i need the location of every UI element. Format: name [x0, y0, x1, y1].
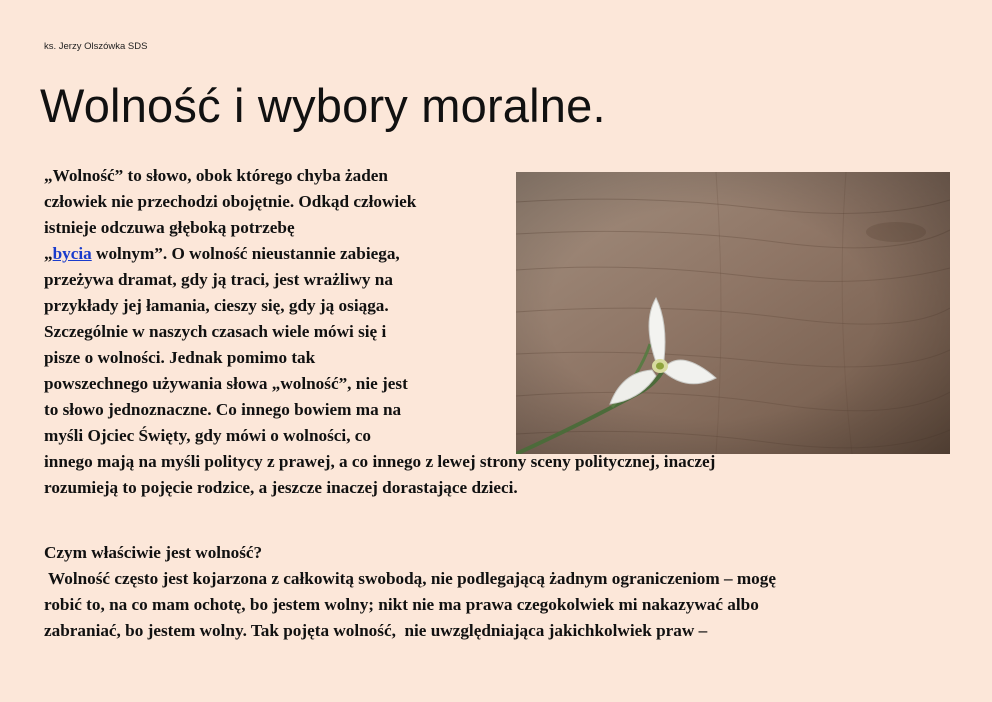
paragraph-question [44, 540, 964, 644]
text-line-with-link [44, 241, 964, 267]
text-line: rozumieją to pojęcie rodzice, a jeszcze inaczej dorastające dzieci. [44, 478, 518, 497]
text-line: myśli Ojciec Święty, gdy mówi o wolności, co [44, 426, 372, 445]
text-line: przeżywa dramat, gdy ją traci, jest wrażliwy na [44, 270, 393, 289]
text-line: zabraniać, bo jestem wolny. Tak pojęta wolność, nie uwzględniająca jakichkolwiek praw – [44, 621, 708, 640]
page-title: Wolność i wybory moralne. [40, 79, 606, 132]
text-line: człowiek nie przechodzi obojętnie. Odkąd człowiek [44, 192, 417, 211]
text-segment: wolnym”. O wolność nieustannie zabiega, [91, 244, 400, 263]
text-line: „Wolność” to słowo, obok którego chyba żaden [44, 166, 388, 185]
section-question: Czym właściwie jest wolność? [44, 543, 263, 562]
text-line: przykłady jej łamania, cieszy się, gdy ją osiąga. [44, 296, 389, 315]
text-line: to słowo jednoznaczne. Co innego bowiem ma na [44, 400, 402, 419]
paragraph-intro [44, 163, 964, 501]
author-line: ks. Jerzy Olszówka SDS [44, 41, 148, 52]
text-line: robić to, na co mam ochotę, bo jestem wolny; nikt nie ma prawa czegokolwiek mi nakazywać albo [44, 595, 759, 614]
text-line: Wolność często jest kojarzona z całkowitą swobodą, nie podlegającą żadnym ograniczeniom – mogę [44, 569, 776, 588]
text-line: innego mają na myśli politycy z prawej, a co innego z lewej strony sceny politycznej, inaczej [44, 452, 716, 471]
text-line: powszechnego używania słowa „wolność”, nie jest [44, 374, 408, 393]
quote-open: „ [44, 244, 53, 263]
text-line: pisze o wolności. Jednak pomimo tak [44, 348, 316, 367]
bycia-link[interactable]: bycia [52, 244, 92, 263]
text-line: istnieje odczuwa głęboką potrzebę [44, 218, 295, 237]
text-line: Szczególnie w naszych czasach wiele mówi się i [44, 322, 387, 341]
